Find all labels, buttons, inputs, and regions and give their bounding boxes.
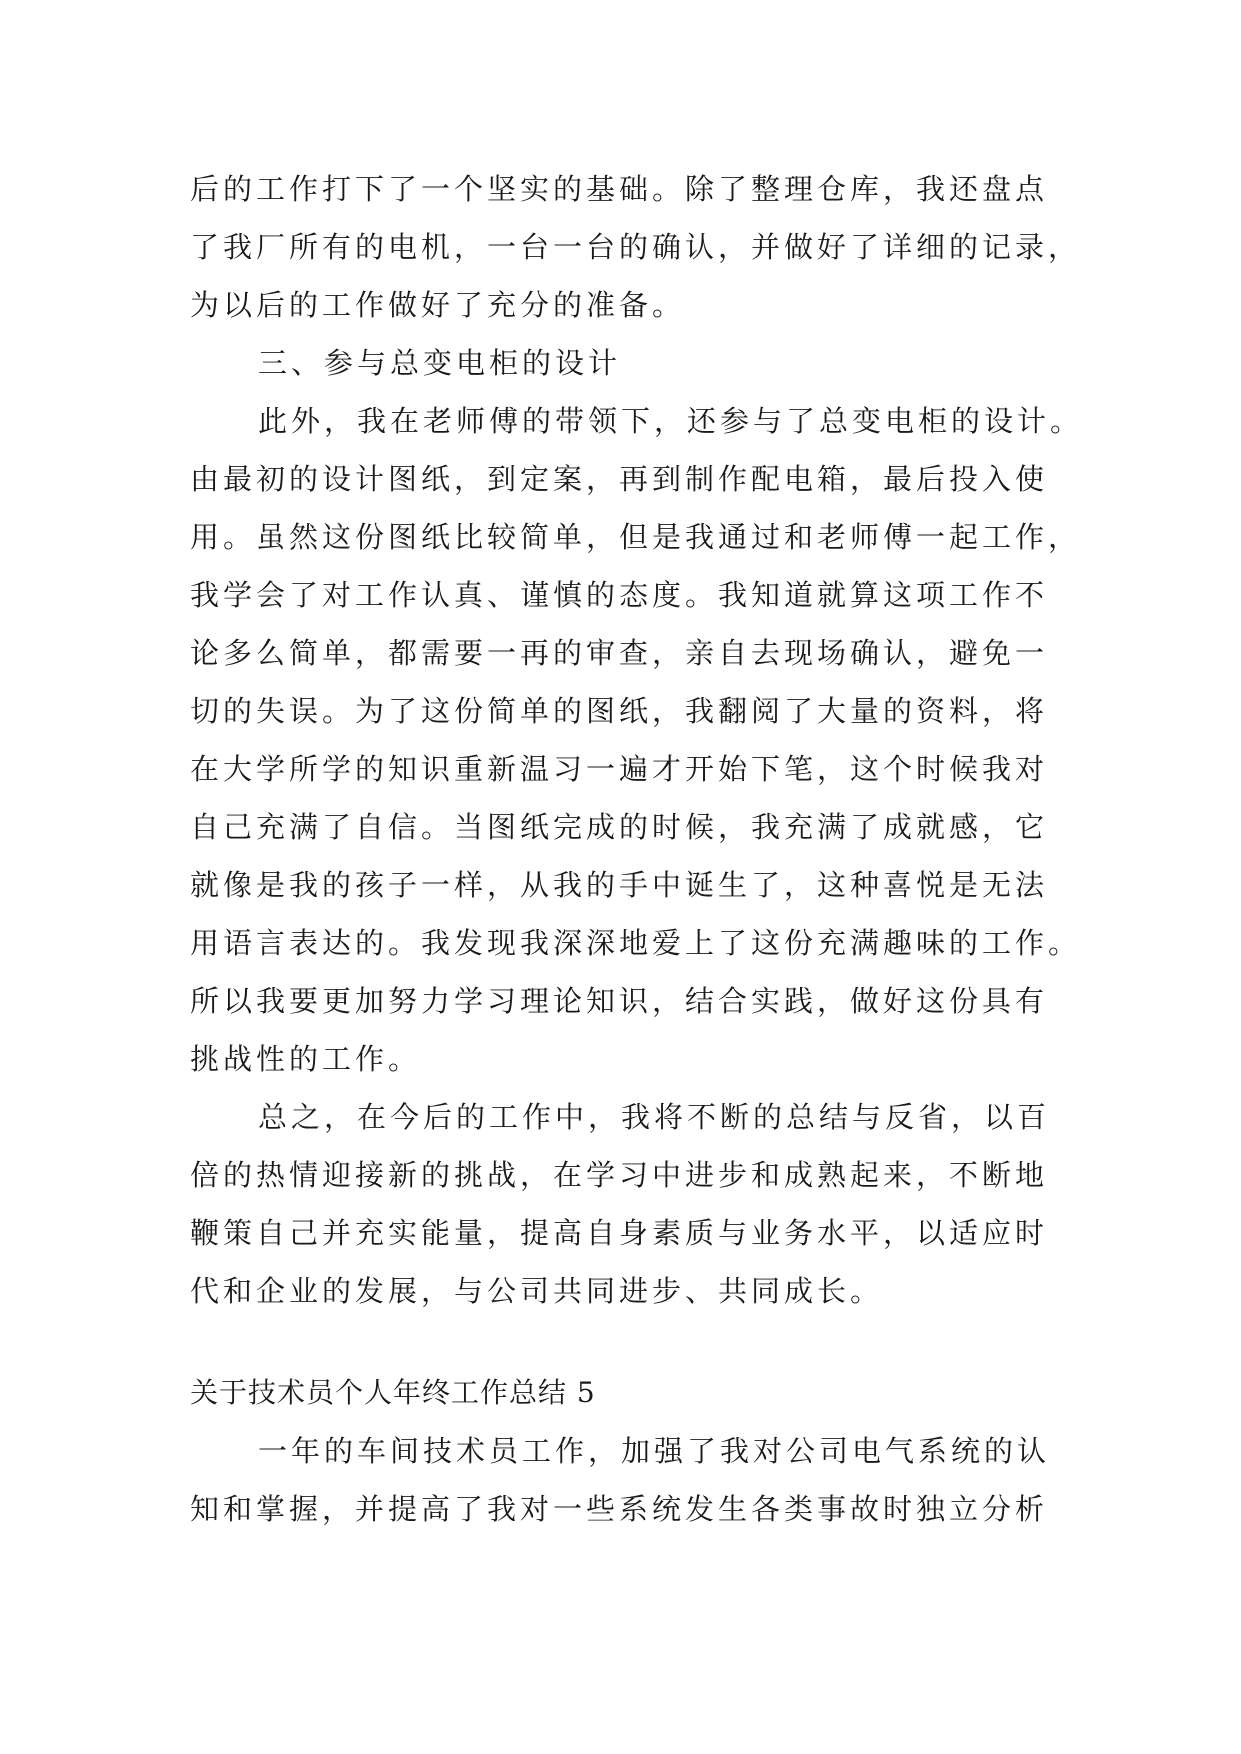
text-line: 由最初的设计图纸，到定案，再到制作配电箱，最后投入使 xyxy=(190,462,1049,496)
paragraph-design xyxy=(190,392,1084,1088)
paragraph-conclusion xyxy=(190,1088,1052,1320)
text-line: 在大学所学的知识重新温习一遍才开始下笔，这个时候我对 xyxy=(190,752,1049,786)
text-line: 我学会了对工作认真、谨慎的态度。我知道就算这项工作不 xyxy=(190,578,1049,612)
paragraph-warehouse xyxy=(190,160,1082,334)
text-line: 知和掌握，并提高了我对一些系统发生各类事故时独立分析 xyxy=(190,1492,1049,1526)
text-line: 后的工作打下了一个坚实的基础。除了整理仓库，我还盘点 xyxy=(190,172,1049,206)
text-line: 倍的热情迎接新的挑战，在学习中进步和成熟起来，不断地 xyxy=(190,1158,1049,1192)
paragraph-intro-5 xyxy=(190,1422,1052,1538)
text-line: 了我厂所有的电机，一台一台的确认，并做好了详细的记录， xyxy=(190,230,1082,264)
text-line: 代和企业的发展，与公司共同进步、共同成长。 xyxy=(190,1274,884,1308)
text-line: 挑战性的工作。 xyxy=(190,1042,422,1076)
text-line: 所以我要更加努力学习理论知识，结合实践，做好这份具有 xyxy=(190,984,1049,1018)
section-heading-3: 三、参与总变电柜的设计 xyxy=(258,346,622,380)
section-spacer xyxy=(190,1320,1052,1364)
text-line: 自己充满了自信。当图纸完成的时候，我充满了成就感，它 xyxy=(190,810,1049,844)
text-line: 就像是我的孩子一样，从我的手中诞生了，这种喜悦是无法 xyxy=(190,868,1049,902)
text-line: 切的失误。为了这份简单的图纸，我翻阅了大量的资料，将 xyxy=(190,694,1049,728)
document-body xyxy=(190,160,1084,1538)
text-line: 用语言表达的。我发现我深深地爱上了这份充满趣味的工作。 xyxy=(190,926,1082,960)
text-line: 总之，在今后的工作中，我将不断的总结与反省，以百 xyxy=(258,1100,1051,1134)
article-title-5: 关于技术员个人年终工作总结 5 xyxy=(190,1376,596,1409)
text-line: 一年的车间技术员工作，加强了我对公司电气系统的认 xyxy=(258,1434,1051,1468)
text-line: 为以后的工作做好了充分的准备。 xyxy=(190,288,686,322)
text-line: 此外，我在老师傅的带领下，还参与了总变电柜的设计。 xyxy=(258,404,1084,438)
text-line: 论多么简单，都需要一再的审查，亲自去现场确认，避免一 xyxy=(190,636,1049,670)
text-line: 用。虽然这份图纸比较简单，但是我通过和老师傅一起工作， xyxy=(190,520,1082,554)
text-line: 鞭策自己并充实能量，提高自身素质与业务水平，以适应时 xyxy=(190,1216,1049,1250)
